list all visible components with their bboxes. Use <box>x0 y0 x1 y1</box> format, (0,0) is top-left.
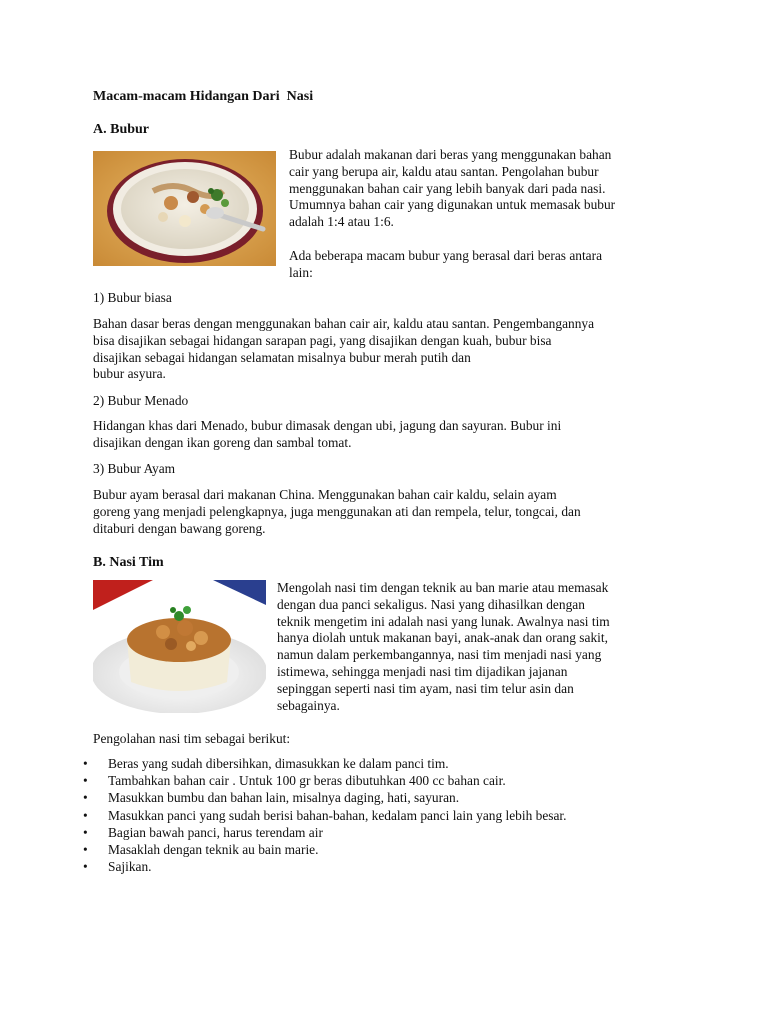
bubur-menado-text <box>93 418 693 452</box>
text-line: hanya diolah untuk makanan bayi, anak-anak dan orang sakit, <box>277 630 608 646</box>
step-text: Masaklah dengan teknik au bain marie. <box>108 841 319 857</box>
bubur-intro <box>289 147 689 231</box>
nasi-tim-intro <box>277 580 697 714</box>
step-text: Tambahkan bahan cair . Untuk 100 gr beras dibutuhkan 400 cc bahan cair. <box>108 773 506 789</box>
text-line: bubur asyura. <box>93 366 166 382</box>
list-item <box>80 842 700 859</box>
nasi-tim-illustration <box>93 580 266 713</box>
text-line: menggunakan bahan cair yang lebih banyak dari pada nasi. <box>289 180 606 196</box>
section-a-heading: A. Bubur <box>93 122 150 137</box>
text-line: namun dalam perkembangannya, nasi tim menjadi nasi yang <box>277 647 602 663</box>
bubur-ayam-label: 3) Bubur Ayam <box>93 461 176 476</box>
list-item <box>80 808 700 825</box>
text-line: disajikan sebagai hidangan selamatan misalnya bubur merah putih dan <box>93 349 471 365</box>
text-line: lain: <box>289 264 313 280</box>
bubur-biasa-label: 1) Bubur biasa <box>93 290 172 305</box>
text-line: adalah 1:4 atau 1:6. <box>289 214 394 230</box>
step-text: Masukkan panci yang sudah berisi bahan-bahan, kedalam panci lain yang lebih besar. <box>108 807 567 823</box>
step-text: Bagian bawah panci, harus terendam air <box>108 824 323 840</box>
text-line: ditaburi dengan bawang goreng. <box>93 520 266 536</box>
bullet-icon: • <box>83 807 88 823</box>
bubur-bowl-illustration <box>93 151 276 266</box>
text-line: sepinggan seperti nasi tim ayam, nasi tim telur asin dan <box>277 680 574 696</box>
text-line: istimewa, sehingga menjadi nasi tim dijadikan jajanan <box>277 663 568 679</box>
list-item <box>80 756 700 773</box>
section-b-heading: B. Nasi Tim <box>93 555 164 570</box>
text-line: Umumnya bahan cair yang digunakan untuk memasak bubur <box>289 197 616 213</box>
bullet-icon: • <box>83 824 88 840</box>
text-line: sebagainya. <box>277 697 340 713</box>
step-text: Masukkan bumbu dan bahan lain, misalnya daging, hati, sayuran. <box>108 790 460 806</box>
text-line: Mengolah nasi tim dengan teknik au ban marie atau memasak <box>277 580 609 595</box>
bullet-icon: • <box>83 859 88 875</box>
text-line: Bubur adalah makanan dari beras yang menggunakan bahan <box>289 147 612 162</box>
bullet-icon: • <box>83 773 88 789</box>
step-text: Beras yang sudah dibersihkan, dimasukkan ke dalam panci tim. <box>108 756 449 771</box>
text-line: Bahan dasar beras dengan menggunakan bahan cair air, kaldu atau santan. Pengembangannya <box>93 316 595 331</box>
list-item <box>80 859 700 876</box>
text-line: Hidangan khas dari Menado, bubur dimasak dengan ubi, jagung dan sayuran. Bubur ini <box>93 418 562 433</box>
text-line: cair yang berupa air, kaldu atau santan. Pengolahan bubur <box>289 163 599 179</box>
bubur-types-intro <box>289 248 689 282</box>
bullet-icon: • <box>83 790 88 806</box>
text-line: teknik mengetim ini adalah nasi yang lunak. Awalnya nasi tim <box>277 613 610 629</box>
bubur-menado-label: 2) Bubur Menado <box>93 393 189 408</box>
bubur-photo <box>93 151 276 266</box>
steps-intro: Pengolahan nasi tim sebagai berikut: <box>93 731 291 746</box>
text-line: disajikan dengan ikan goreng dan sambal tomat. <box>93 434 352 450</box>
bullet-icon: • <box>83 756 88 771</box>
bubur-biasa-text <box>93 316 693 383</box>
bullet-icon: • <box>83 841 88 857</box>
step-text: Sajikan. <box>108 859 152 875</box>
text-line: bisa disajikan sebagai hidangan sarapan pagi, yang disajikan dengan kuah, bubur bisa <box>93 332 552 348</box>
text-line: Ada beberapa macam bubur yang berasal dari beras antara <box>289 248 603 263</box>
steps-list <box>80 756 700 876</box>
bubur-ayam-text <box>93 487 693 537</box>
list-item <box>80 790 700 807</box>
list-item <box>80 773 700 790</box>
text-line: Bubur ayam berasal dari makanan China. Menggunakan bahan cair kaldu, selain ayam <box>93 487 557 502</box>
text-line: dengan dua panci sekaligus. Nasi yang dihasilkan dengan <box>277 596 585 612</box>
text-line: goreng yang menjadi pelengkapnya, juga menggunakan ati dan rempela, telur, tongcai, dan <box>93 503 581 519</box>
nasi-tim-photo <box>93 580 266 713</box>
document-title: Macam-macam Hidangan Dari Nasi <box>93 89 314 104</box>
list-item <box>80 825 700 842</box>
